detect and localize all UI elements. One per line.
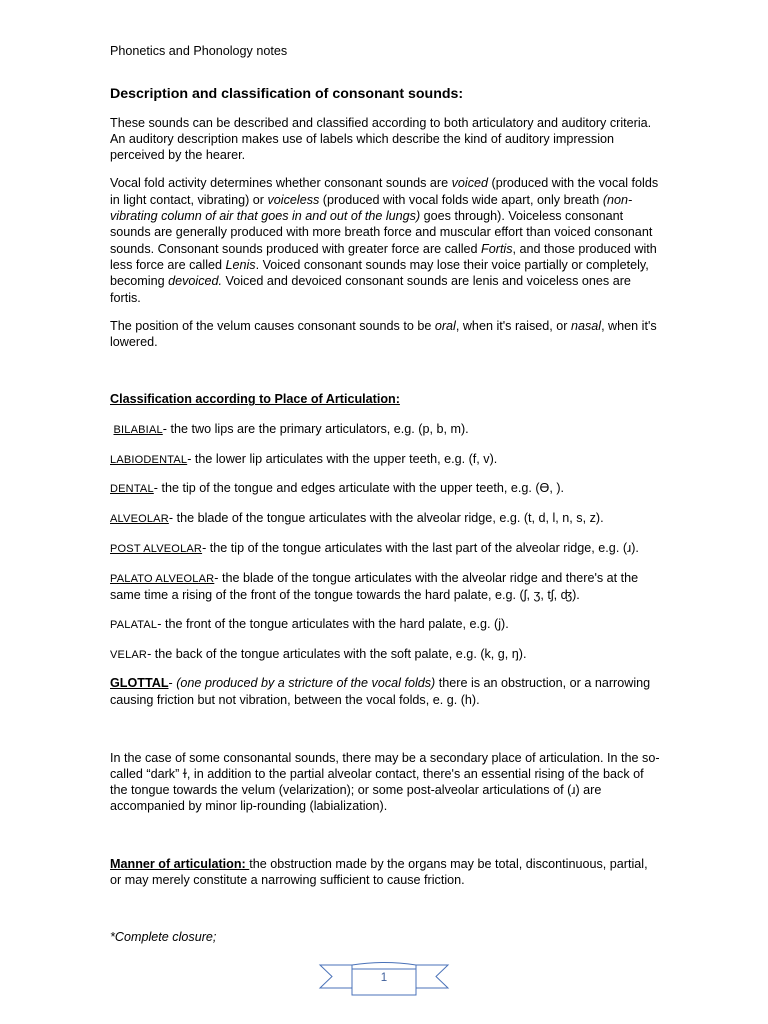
place-item-post-alveolar [110, 540, 662, 557]
place-item-alveolar [110, 510, 662, 527]
place-term: BILABIAL [113, 423, 163, 436]
page-header: Phonetics and Phonology notes [110, 44, 288, 58]
place-description: - the blade of the tongue articulates with the alveolar ridge and there's at the same time a rising of the front of the tongue towards the hard palate, e.g. (ʃ, ʒ, tʃ, ʤ). [110, 570, 639, 603]
place-item-palatal [110, 616, 662, 633]
place-description: - the tip of the tongue and edges articulate with the upper teeth, e.g. (Ɵ, ). [153, 481, 565, 496]
place-item-labiodental [110, 451, 662, 468]
place-item-palato-alveolar [110, 570, 662, 604]
section-title: Description and classification of consonant sounds: [110, 86, 464, 103]
place-term: POST ALVEOLAR [110, 542, 203, 555]
place-description: - the tip of the tongue articulates with the last part of the alveolar ridge, e.g. (ɹ). [202, 540, 639, 555]
spacer [110, 362, 662, 391]
page-number: 1 [380, 972, 388, 984]
place-description: - the front of the tongue articulates with the hard palate, e.g. (j). [157, 616, 509, 631]
place-description: - the blade of the tongue articulates with the alveolar ridge, e.g. (t, d, l, n, s, z). [168, 511, 604, 526]
spacer [110, 721, 662, 750]
place-item-dental [110, 480, 662, 497]
voicing-paragraph: Vocal fold activity determines whether consonant sounds are voiced (produced with the vocal folds in light contact, vibrating) or voiceless (produced with vocal folds wide apart, only breath (non-vibrating column of air that goes in and out of the lungs) goes through). Voiceless consonant sounds are generally produced with more breath force and muscular effort than voiced consonant sounds. Consonant sounds produced with greater force are called Fortis, and those produced with less force are called Lenis. Voiced consonant sounds may lose their voice partially or completely, becoming devoiced. Voiced and devoiced consonant sounds are lenis and voiceless ones are fortis. [110, 176, 659, 305]
place-item-glottal: GLOTTAL- (one produced by a stricture of the vocal folds) there is an obstruction, or a narrowing causing friction but not vibration, between the vocal folds, e. g. (h). [110, 676, 651, 707]
complete-closure-line: *Complete closure; [110, 930, 217, 945]
intro-paragraph: These sounds can be described and classified according to both articulatory and auditory criteria. An auditory description makes use of labels which describe the kind of auditory impression perceived by the hearer. [110, 115, 652, 163]
place-item-bilabial [110, 421, 662, 438]
velum-paragraph: The position of the velum causes consonant sounds to be oral, when it's raised, or nasal, when it's lowered. [110, 318, 657, 350]
place-heading: Classification according to Place of Articulation: [110, 392, 400, 407]
spacer [110, 900, 662, 929]
place-description: - the back of the tongue articulates with the soft palate, e.g. (k, g, ŋ). [147, 646, 527, 661]
spacer [110, 827, 662, 856]
manner-text: the obstruction made by the organs may be total, discontinuous, partial, or may merely constitute a narrowing sufficient to cause friction. [110, 856, 648, 887]
page-content [110, 43, 662, 958]
place-term: PALATO ALVEOLAR [110, 572, 215, 585]
place-description: there is an obstruction, or a narrowing causing friction but not vibration, between the vocal folds, e. g. (h). [110, 676, 651, 707]
place-term: PALATAL [110, 618, 158, 631]
place-description: - the two lips are the primary articulators, e.g. (p, b, m). [162, 421, 469, 436]
manner-paragraph [110, 856, 662, 889]
place-term: LABIODENTAL [110, 453, 188, 466]
manner-heading: Manner of articulation: [110, 856, 250, 871]
place-term: ALVEOLAR [110, 513, 169, 526]
place-term: VELAR [110, 648, 148, 661]
place-term: GLOTTAL [110, 676, 169, 691]
place-item-velar [110, 646, 662, 663]
place-description: - the lower lip articulates with the upper teeth, e.g. (f, v). [187, 451, 498, 466]
glottal-italic-note: (one produced by a stricture of the vocal folds) [176, 676, 436, 691]
secondary-articulation-paragraph: In the case of some consonantal sounds, there may be a secondary place of articulation. In the so-called “dark” ɫ, in addition to the partial alveolar contact, there's an essential rising of the back of the tongue towards the velum (velarization); or some post-alveolar articulations of (ɹ) are accompanied by minor lip-rounding (labialization). [110, 750, 660, 814]
place-term: DENTAL [110, 483, 154, 496]
